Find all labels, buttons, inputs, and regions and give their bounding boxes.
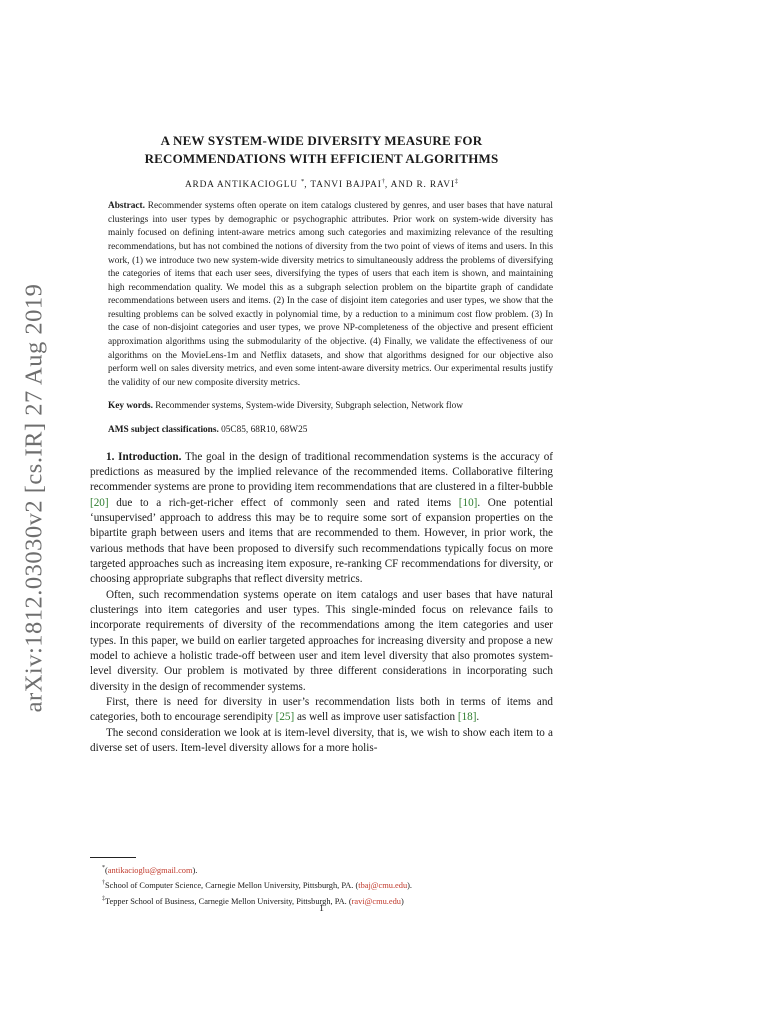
footnote-1-mark: * <box>102 865 105 871</box>
footnote-2-close: ). <box>407 881 413 891</box>
paper-title <box>90 132 553 168</box>
email-link-ravi[interactable]: ravi@cmu.edu <box>351 896 401 906</box>
footnote-1-close: ). <box>192 865 198 875</box>
citation-18[interactable]: [18] <box>457 711 477 724</box>
author-2-mark: † <box>381 178 385 185</box>
ams-classifications <box>108 424 553 438</box>
ams-text: 05C85, 68R10, 68W25 <box>221 425 308 436</box>
author-1-mark: * <box>300 178 305 185</box>
footnote-2-mark: † <box>102 880 105 887</box>
section-heading: 1. Introduction. <box>106 450 182 463</box>
intro-p3-text-a: First, there is need for diversity in user’s recommendation lists both in terms of items and categories, both to encourage serendipity <box>90 696 553 724</box>
footnote-rule <box>90 857 136 858</box>
abstract-label: Abstract. <box>108 201 145 212</box>
intro-p3-text-b: as well as improve user satisfaction <box>294 711 458 724</box>
intro-p1-text-b: due to a rich-get-richer effect of commonly seen and rated items <box>108 496 459 509</box>
footnote-3-text: Tepper School of Business, Carnegie Mellon University, Pittsburgh, PA. ( <box>105 896 352 906</box>
title-line-1: A NEW SYSTEM-WIDE DIVERSITY MEASURE FOR <box>160 133 483 148</box>
title-line-2: RECOMMENDATIONS WITH EFFICIENT ALGORITHMS <box>144 151 499 166</box>
citation-20[interactable]: [20] <box>90 496 109 509</box>
footnote-1-open: ( <box>105 865 108 875</box>
intro-paragraph-3 <box>90 695 553 726</box>
intro-p1-text-a: The goal in the design of traditional recommendation systems is the accuracy of predictions as measured by the implied relevance of the recommended items. Collaborative filtering recommender systems are prone to providing item recommendations that are clustered in a filter-bubble <box>90 450 553 494</box>
footnotes <box>90 857 553 908</box>
email-link-antikacioglu[interactable]: antikacioglu@gmail.com <box>107 865 193 875</box>
footnote-2 <box>90 877 553 892</box>
author-3-mark: ‡ <box>454 178 458 185</box>
author-separator-2: , AND <box>384 180 417 191</box>
intro-paragraph-1 <box>90 450 553 588</box>
abstract <box>108 200 553 390</box>
introduction-section <box>90 450 553 757</box>
footnote-2-text: School of Computer Science, Carnegie Mellon University, Pittsburgh, PA. ( <box>105 881 359 891</box>
author-1: ARDA ANTIKACIOGLU <box>184 180 298 191</box>
intro-p1-text-c: . One potential ‘unsupervised’ approach to address this may be to require some sort of expansion properties on the bipartite graph between users and items that are recommended to them. However, in prior work, the various methods that have been proposed to diversify such recommendations typically focus on more targeted approaches such as increasing item exposure, re-ranking CF recommendations for diversity, or choosing appropriate subgraphs that reflect diversity metrics. <box>90 496 553 586</box>
ams-label: AMS subject classifications. <box>108 425 219 436</box>
footnote-3-mark: ‡ <box>102 895 105 902</box>
arxiv-stamp-text: arXiv:1812.03030v2 [cs.IR] 27 Aug 2019 <box>20 283 48 713</box>
keywords <box>108 400 553 414</box>
author-3: R. RAVI <box>416 180 455 191</box>
intro-paragraph-2: Often, such recommendation systems operate on item catalogs and user bases that have natural clusterings into item categories and user types. This single-minded focus on relevance fails to incorporate requirements of diversity of the recommendations among the item categories and user types. In this paper, we build on earlier targeted approaches for increasing diversity and propose a new model to achieve a holistic trade-off between user and item level diversity that also promotes system-level diversity. Our problem is motivated by three different considerations in incorporating such diversity in the design of recommender systems. <box>90 588 553 693</box>
abstract-text: Recommender systems often operate on item catalogs clustered by genres, and user bases that have natural clusterings into user types by demographic or psychographic attributes. Prior work on system-wide diversity has mainly focused on defining intent-aware metrics among such categories and maximizing relevance of the resulting recommendations, but has not combined the notions of diversity from the two point of views of items and users. In this work, (1) we introduce two new system-wide diversity metrics to simultaneously address the problems of diversifying the categories of items that each user sees, diversifying the types of users that each item is shown, and maintaining high recommendation quality. We model this as a subgraph selection problem on the bipartite graph of candidate recommendations between users and items. (2) In the case of disjoint item categories and user types, we show that the resulting problems can be solved exactly in polynomial time, by a reduction to a minimum cost flow problem. (3) In the case of non-disjoint categories and user types, we prove NP-completeness of the objective and present efficient approximation algorithms using the submodularity of the objective. (4) Finally, we validate the effectiveness of our algorithms on the MovieLens-1m and Netflix datasets, and show that algorithms designed for our objective also perform well on sales diversity metrics, and even some intent-aware diversity metrics. Our experimental results justify the validity of our new composite diversity metrics. <box>108 201 554 388</box>
keywords-label: Key words. <box>108 401 153 412</box>
author-separator-1: , <box>304 180 311 191</box>
keywords-text: Recommender systems, System-wide Diversity, Subgraph selection, Network flow <box>155 401 463 412</box>
intro-paragraph-4: The second consideration we look at is item-level diversity, that is, we wish to show each item to a diverse set of users. Item-level diversity allows for a more holis- <box>90 726 553 755</box>
paper-first-page <box>90 132 553 757</box>
author-2: TANVI BAJPAI <box>310 180 382 191</box>
footnote-3-close: ) <box>400 896 404 906</box>
arxiv-identifier-stamp <box>18 268 50 728</box>
author-list <box>90 178 553 190</box>
footnote-1 <box>90 862 553 877</box>
email-link-tbaj[interactable]: tbaj@cmu.edu <box>358 881 408 891</box>
page-number: 1 <box>319 904 324 914</box>
citation-10[interactable]: [10] <box>458 496 478 509</box>
intro-p3-text-c: . <box>476 711 480 724</box>
citation-25[interactable]: [25] <box>275 711 295 724</box>
